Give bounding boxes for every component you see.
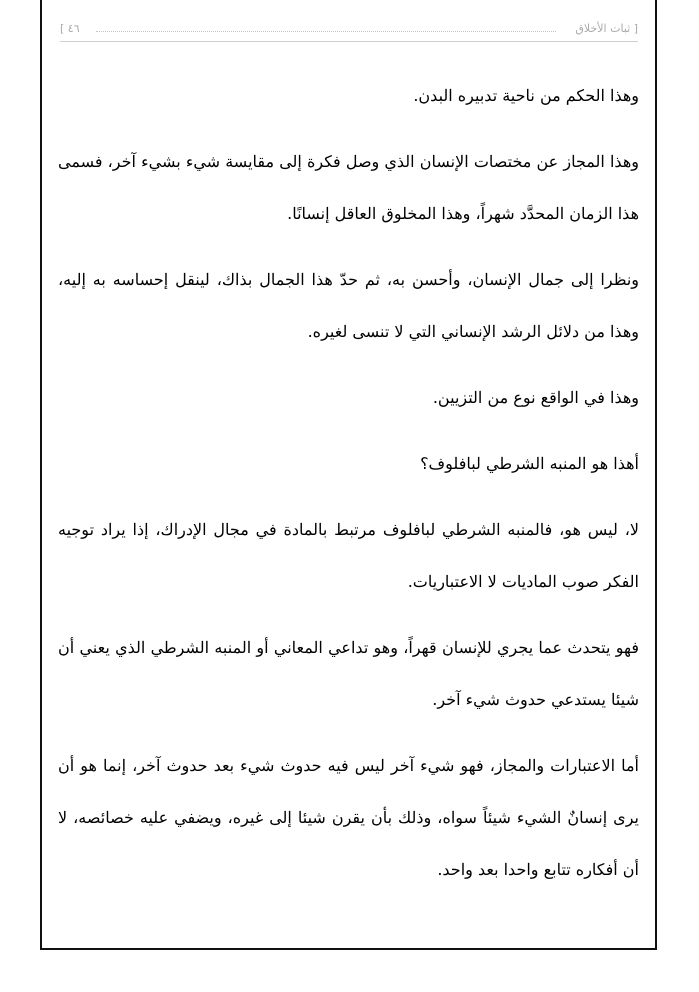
paragraph-2: وهذا المجاز عن مختصات الإنسان الذي وصل فكرة إلى مقايسة شيء بشيء آخر، فسمى هذا الزمان المحدَّد شهراً، وهذا المخلوق العاقل إنسانًا. <box>58 152 639 223</box>
paragraph-1: وهذا الحكم من ناحية تدبيره البدن. <box>413 86 639 105</box>
paragraph-5: أهذا هو المنبه الشرطي لبافلوف؟ <box>420 454 639 473</box>
header-dotted-leader <box>96 31 556 32</box>
page-text-body <box>58 70 639 910</box>
paragraph-6: لا، ليس هو، فالمنبه الشرطي لبافلوف مرتبط بالمادة في مجال الإدراك، إذا يراد توجيه الفكر صوب الماديات لا الاعتباريات. <box>58 520 639 591</box>
header-page-number: ٤٦ ] <box>60 22 80 35</box>
header-book-title: [ ثبات الأخلاق <box>575 22 638 35</box>
running-header <box>60 18 638 42</box>
paragraph-8: أما الاعتبارات والمجاز، فهو شيء آخر ليس فيه حدوث شيء بعد حدوث آخر، إنما هو أن يرى إنسانٌ الشيء شيئاً سواه، وذلك بأن يقرن شيئا إلى غيره، ويضفي عليه خصائصه، لا أن أفكاره تتابع واحدا بعد واحد. <box>58 756 639 879</box>
paragraph-3: ونظرا إلى جمال الإنسان، وأحسن به، ثم حدّ هذا الجمال بذاك، لينقل إحساسه به إليه، وهذا من دلائل الرشد الإنساني التي لا تنسى لغيره. <box>58 270 639 341</box>
paragraph-7: فهو يتحدث عما يجري للإنسان قهراً، وهو تداعي المعاني أو المنبه الشرطي الذي يعني أن شيئا يستدعي حدوث شيء آخر. <box>58 638 639 709</box>
paragraph-4: وهذا في الواقع نوع من التزيين. <box>432 388 639 407</box>
